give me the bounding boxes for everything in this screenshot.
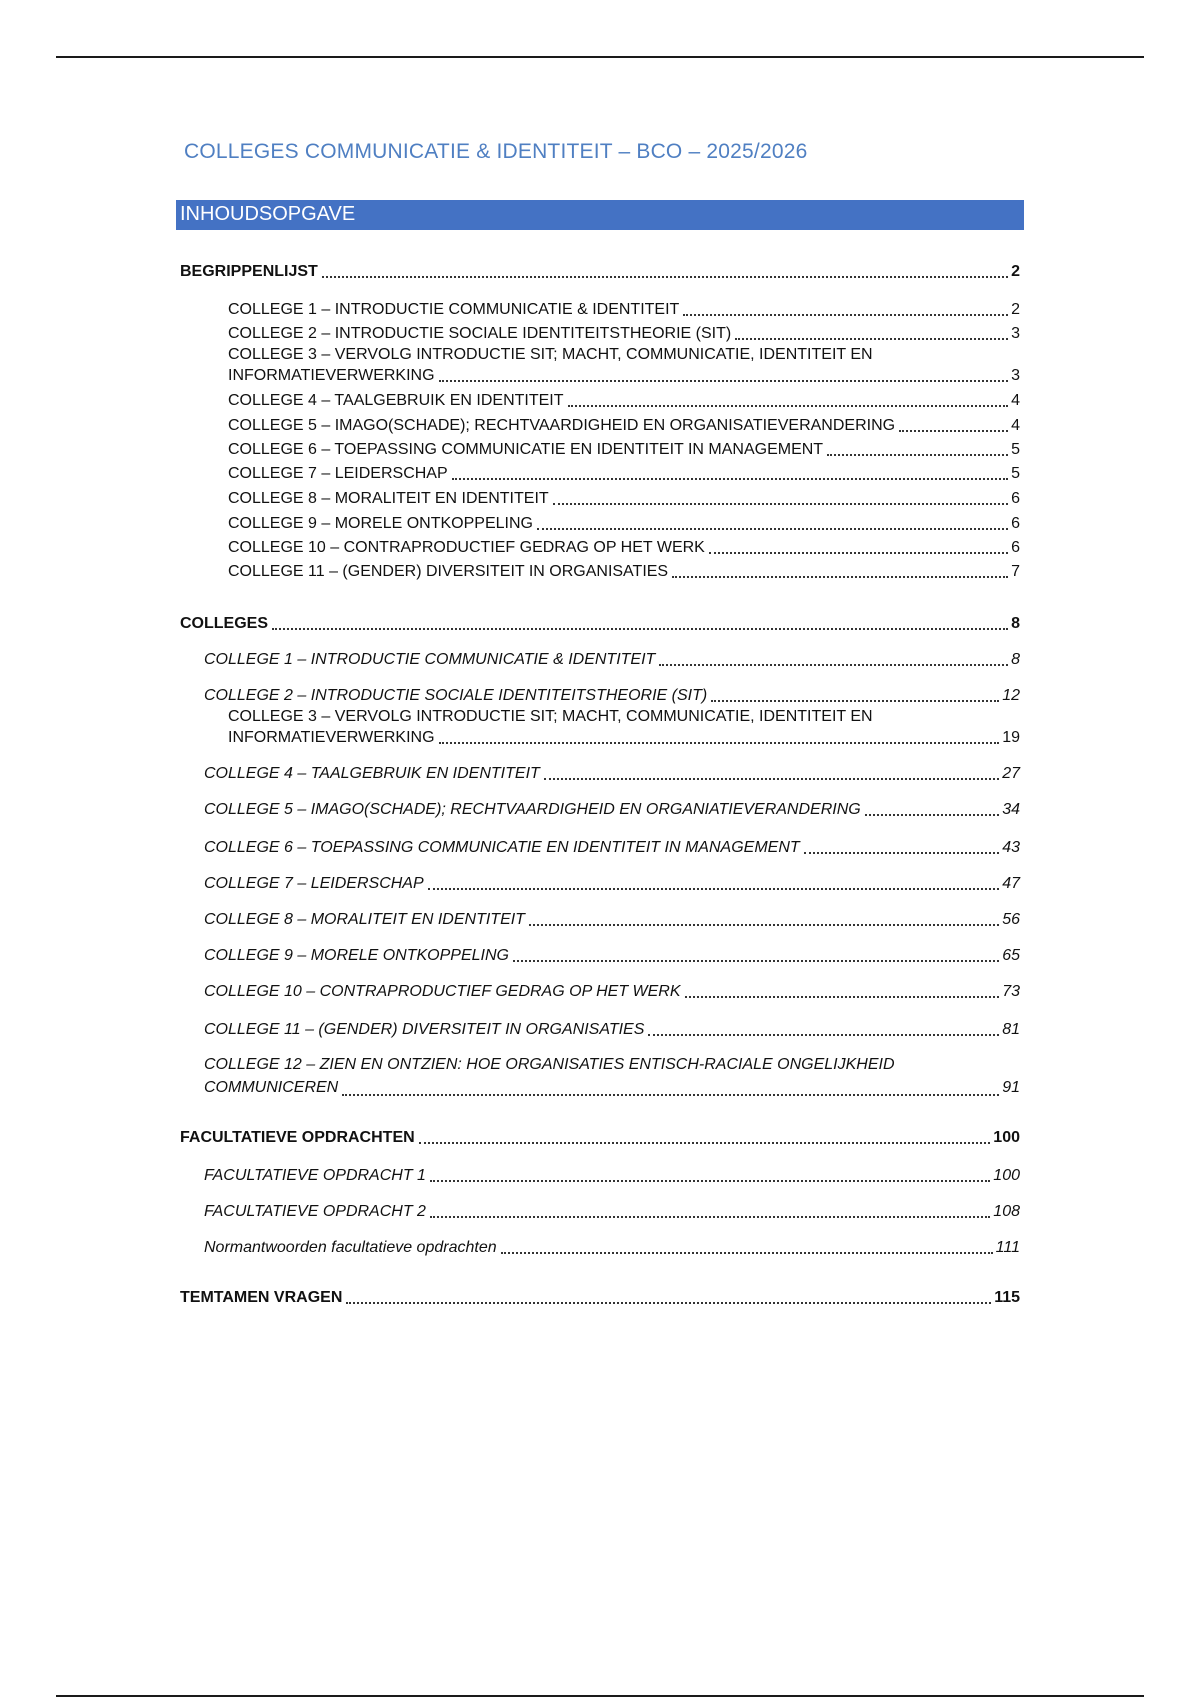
toc-entry-page: 115: [994, 1289, 1020, 1306]
toc-entry-label: FACULTATIEVE OPDRACHT 1: [204, 1167, 426, 1184]
dot-leader: [735, 338, 1008, 340]
toc-entry-college-2[interactable]: [180, 678, 1020, 706]
toc-entry-label-cont: INFORMATIEVERWERKING: [228, 367, 435, 384]
toc-entry-college-1[interactable]: [180, 642, 1020, 670]
toc-entry-begrip-college-10[interactable]: [180, 534, 1020, 558]
toc-entry-page: 2: [1011, 301, 1020, 318]
toc-entry-page: 5: [1011, 441, 1020, 458]
header-rule: [56, 56, 1144, 58]
dot-leader: [529, 924, 999, 926]
toc-entry-page: 5: [1011, 465, 1020, 482]
toc-entry-page: 3: [1011, 325, 1020, 342]
toc-entry-page: 8: [1011, 615, 1020, 632]
dot-leader: [683, 314, 1008, 316]
dot-leader: [439, 380, 1009, 382]
toc-entry-page: 19: [1002, 729, 1020, 746]
toc-entry-label: COLLEGES: [180, 615, 269, 632]
toc-entry-label: BEGRIPPENLIJST: [180, 263, 318, 280]
toc-entry-label: COLLEGE 9 – MORELE ONTKOPPELING: [204, 947, 509, 964]
toc-entry-label: FACULTATIEVE OPDRACHTEN: [180, 1129, 415, 1146]
dot-leader: [419, 1142, 991, 1144]
dot-leader: [865, 814, 999, 816]
document-title: COLLEGES COMMUNICATIE & IDENTITEIT – BCO – 2025/2026: [184, 140, 808, 163]
toc-entry-page: 100: [993, 1129, 1020, 1146]
dot-leader: [659, 664, 1008, 666]
toc-entry-facultatieve-opdracht-2[interactable]: [180, 1200, 1020, 1222]
toc-entry-label: COLLEGE 7 – LEIDERSCHAP: [228, 465, 448, 482]
dot-leader: [553, 503, 1008, 505]
toc-entry-begrip-college-11[interactable]: [180, 558, 1020, 582]
toc-entry-begrip-college-8[interactable]: [180, 484, 1020, 509]
dot-leader: [568, 405, 1009, 407]
toc-entry-college-11[interactable]: [180, 1018, 1020, 1040]
toc-entry-college-10[interactable]: [180, 980, 1020, 1002]
dot-leader: [899, 430, 1008, 432]
toc-entry-label: COLLEGE 11 – (GENDER) DIVERSITEIT IN ORGANISATIES: [228, 563, 669, 580]
toc-entry-page: 3: [1011, 367, 1020, 384]
toc-entry-label: TEMTAMEN VRAGEN: [180, 1289, 343, 1306]
toc-entry-facultatieve-opdracht-1[interactable]: [180, 1164, 1020, 1186]
toc-entry-page: 65: [1002, 947, 1020, 964]
toc-entry-label: COLLEGE 10 – CONTRAPRODUCTIEF GEDRAG OP HET WERK: [228, 539, 705, 556]
toc-entry-begrip-college-5[interactable]: [180, 411, 1020, 436]
toc-entry-page: 6: [1011, 515, 1020, 532]
dot-leader: [827, 454, 1008, 456]
dot-leader: [672, 576, 1008, 578]
toc-entry-page: 4: [1011, 392, 1020, 409]
toc-entry-begrip-college-3[interactable]: [180, 344, 1020, 386]
toc-entry-label: COLLEGE 5 – IMAGO(SCHADE); RECHTVAARDIGHEID EN ORGANISATIEVERANDERING: [228, 417, 896, 434]
dot-leader: [709, 552, 1008, 554]
toc-entry-facultatieve-opdrachten[interactable]: [180, 1126, 1020, 1148]
dot-leader: [430, 1216, 990, 1218]
dot-leader: [501, 1252, 993, 1254]
toc-entry-college-3[interactable]: [180, 706, 1020, 748]
dot-leader: [322, 276, 1008, 278]
toc-entry-page: 47: [1002, 875, 1020, 892]
dot-leader: [804, 852, 1000, 854]
toc-entry-page: 73: [1002, 983, 1020, 1000]
toc-entry-label: COLLEGE 6 – TOEPASSING COMMUNICATIE EN IDENTITEIT IN MANAGEMENT: [204, 839, 800, 856]
footer-rule: [56, 1695, 1144, 1697]
dot-leader: [648, 1034, 999, 1036]
table-of-contents: [180, 250, 1020, 1308]
toc-entry-college-6[interactable]: [180, 836, 1020, 858]
toc-entry-page: 8: [1011, 651, 1020, 668]
dot-leader: [346, 1302, 991, 1304]
dot-leader: [544, 778, 999, 780]
toc-entry-college-5[interactable]: [180, 798, 1020, 820]
dot-leader: [685, 996, 1000, 998]
toc-entry-label: COLLEGE 4 – TAALGEBRUIK EN IDENTITEIT: [204, 765, 540, 782]
toc-entry-label-cont: INFORMATIEVERWERKING: [228, 729, 435, 746]
toc-entry-label: COLLEGE 8 – MORALITEIT EN IDENTITEIT: [228, 490, 549, 507]
toc-entry-page: 100: [993, 1167, 1020, 1184]
dot-leader: [272, 628, 1008, 630]
dot-leader: [711, 700, 999, 702]
toc-entry-label: COLLEGE 6 – TOEPASSING COMMUNICATIE EN IDENTITEIT IN MANAGEMENT: [228, 441, 824, 458]
toc-entry-label: COLLEGE 1 – INTRODUCTIE COMMUNICATIE & IDENTITEIT: [204, 651, 656, 668]
toc-entry-label: FACULTATIEVE OPDRACHT 2: [204, 1203, 426, 1220]
toc-entry-label: COLLEGE 8 – MORALITEIT EN IDENTITEIT: [204, 911, 525, 928]
toc-entry-page: 12: [1002, 687, 1020, 704]
toc-entry-college-8[interactable]: [180, 908, 1020, 930]
toc-entry-college-7[interactable]: [180, 872, 1020, 894]
toc-entry-page: 91: [1002, 1079, 1020, 1096]
toc-entry-page: 108: [993, 1203, 1020, 1220]
dot-leader: [537, 528, 1008, 530]
toc-entry-college-12[interactable]: [180, 1054, 1020, 1100]
toc-entry-begrip-college-2[interactable]: [180, 320, 1020, 344]
toc-entry-label: COLLEGE 2 – INTRODUCTIE SOCIALE IDENTITEITSTHEORIE (SIT): [228, 325, 732, 342]
toc-entry-label: COLLEGE 2 – INTRODUCTIE SOCIALE IDENTITEITSTHEORIE (SIT): [204, 687, 708, 704]
toc-entry-college-9[interactable]: [180, 944, 1020, 966]
toc-entry-label: COLLEGE 4 – TAALGEBRUIK EN IDENTITEIT: [228, 392, 564, 409]
toc-entry-begrip-college-4[interactable]: [180, 386, 1020, 411]
toc-entry-temtamen-vragen[interactable]: [180, 1286, 1020, 1308]
dot-leader: [342, 1094, 999, 1096]
toc-heading: INHOUDSOPGAVE: [176, 200, 1024, 230]
toc-entry-page: 6: [1011, 490, 1020, 507]
toc-entry-page: 81: [1002, 1021, 1020, 1038]
dot-leader: [439, 742, 1000, 744]
toc-entry-page: 111: [995, 1239, 1020, 1256]
toc-entry-page: 2: [1011, 263, 1020, 280]
toc-entry-label-cont: COMMUNICEREN: [204, 1079, 339, 1096]
toc-entry-begrippenlijst[interactable]: [180, 262, 1020, 282]
toc-entry-label: COLLEGE 5 – IMAGO(SCHADE); RECHTVAARDIGHEID EN ORGANIATIEVERANDERING: [204, 801, 861, 818]
toc-entry-college-4[interactable]: [180, 762, 1020, 784]
toc-entry-begrip-college-9[interactable]: [180, 509, 1020, 534]
dot-leader: [513, 960, 999, 962]
toc-entry-page: 56: [1002, 911, 1020, 928]
toc-entry-begrip-college-1[interactable]: [180, 296, 1020, 320]
dot-leader: [452, 478, 1008, 480]
toc-entry-label: COLLEGE 1 – INTRODUCTIE COMMUNICATIE & IDENTITEIT: [228, 301, 680, 318]
toc-entry-page: 27: [1002, 765, 1020, 782]
toc-entry-page: 6: [1011, 539, 1020, 556]
toc-entry-label: COLLEGE 11 – (GENDER) DIVERSITEIT IN ORGANISATIES: [204, 1021, 645, 1038]
toc-entry-label: COLLEGE 12 – ZIEN EN ONTZIEN: HOE ORGANISATIES ENTISCH-RACIALE ONGELIJKHEID: [204, 1056, 895, 1073]
toc-entry-label: COLLEGE 7 – LEIDERSCHAP: [204, 875, 424, 892]
toc-entry-page: 43: [1002, 839, 1020, 856]
toc-entry-label: Normantwoorden facultatieve opdrachten: [204, 1239, 497, 1256]
toc-entry-normantwoorden[interactable]: [180, 1236, 1020, 1258]
toc-entry-label: COLLEGE 3 – VERVOLG INTRODUCTIE SIT; MACHT, COMMUNICATIE, IDENTITEIT EN: [228, 346, 873, 363]
dot-leader: [428, 888, 1000, 890]
toc-entry-page: 34: [1002, 801, 1020, 818]
toc-entry-page: 7: [1011, 563, 1020, 580]
toc-entry-colleges[interactable]: [180, 606, 1020, 634]
toc-entry-label: COLLEGE 3 – VERVOLG INTRODUCTIE SIT; MACHT, COMMUNICATIE, IDENTITEIT EN: [228, 708, 873, 725]
toc-entry-label: COLLEGE 9 – MORELE ONTKOPPELING: [228, 515, 533, 532]
toc-entry-label: COLLEGE 10 – CONTRAPRODUCTIEF GEDRAG OP HET WERK: [204, 983, 681, 1000]
dot-leader: [430, 1180, 990, 1182]
toc-entry-page: 4: [1011, 417, 1020, 434]
toc-entry-begrip-college-7[interactable]: [180, 460, 1020, 484]
toc-entry-begrip-college-6[interactable]: [180, 436, 1020, 460]
